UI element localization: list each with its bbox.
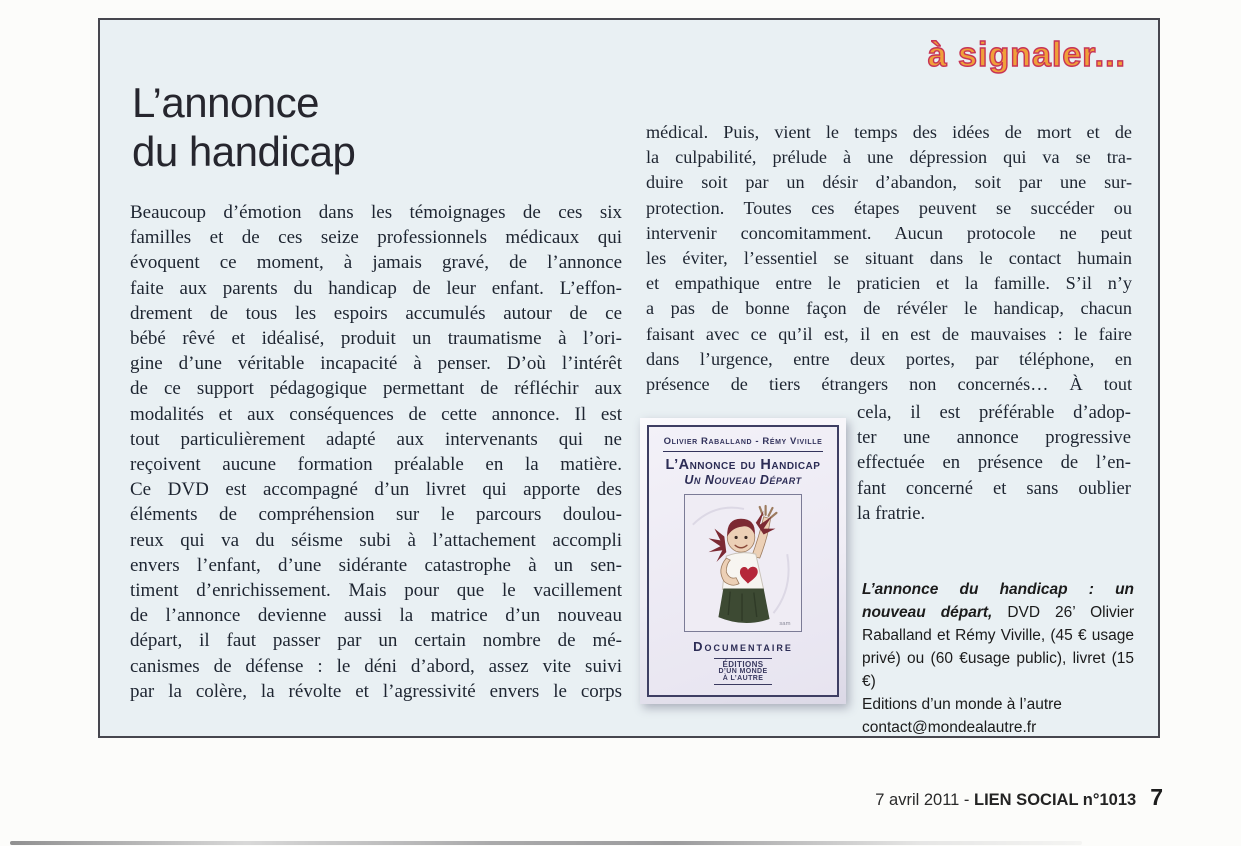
dvd-cover-title: L’Annonce du Handicap [665,457,821,473]
dvd-cover-frame [647,425,839,697]
article-panel [98,18,1160,738]
footer-date: 7 avril 2011 - [875,791,975,809]
text-line: de l’annonce devienne aussi la matrice d’un nouveau [130,605,622,627]
caption-details: DVD 26’ Olivier Raballand et Rémy Viville, (45 € usage privé) ou (60 €usage public), livret (15 €) [862,604,1134,690]
text-line: faite aux parents du handicap de leur enfant. L’effon- [130,277,622,299]
article-body-left-column [130,200,622,704]
text-line: présence de tiers étrangers non concernés… À tout [646,374,1132,395]
text-line: la fratrie. [857,502,926,524]
text-line: départ, il faut passer par un certain nombre de mé- [130,630,622,652]
dvd-cover [640,418,846,704]
publisher-line-3: À L’AUTRE [722,675,764,682]
text-line: modalités et aux conséquences de cette annonce. Il est [130,403,622,425]
text-line: cela, il est préférable d’adop- [857,402,1131,423]
title-line-1: L’annonce [132,79,320,126]
text-line: timent d’enrichissement. Mais pour que le vacillement [130,580,622,602]
text-line: tout particulièrement adapté aux intervenants qui ne [130,428,622,450]
text-line: canismes de défense : le déni d’abord, assez vite suivi [130,655,622,677]
text-line: familles et de ces seize professionnels médicaux qui [130,227,622,249]
scan-edge-artifact [10,841,1082,845]
text-line: protection. Toutes ces étapes peuvent se succéder ou [646,197,1132,218]
text-line: évoquent ce moment, à jamais gravé, de l’annonce [130,252,622,274]
text-line: envers l’enfant, d’une sidérante catastrophe à un sen- [130,554,622,576]
caption-email: contact@mondealautre.fr [862,719,1037,736]
text-line: médical. Puis, vient le temps des idées de mort et de [646,122,1132,142]
text-line: les éviter, l’essentiel se situant dans le contact humain [646,248,1132,269]
caption-title: L’annonce du handicap : un nouveau départ, [862,581,1134,621]
publisher-line-2: D’UN MONDE [718,668,768,675]
text-line: de ce support pédagogique permettant de réfléchir aux [130,378,622,400]
text-line: Beaucoup d’émotion dans les témoignages de ces six [130,202,622,223]
publisher-logo [714,658,771,685]
text-line: dans l’urgence, entre deux portes, par téléphone, en [646,348,1132,369]
text-line: faisant avec ce qu’il est, il en est de mauvaises : le faire [646,323,1132,344]
title-line-2: du handicap [132,128,356,175]
text-line: et empathique entre le praticien et la famille. S’il n’y [646,273,1132,294]
page-title [132,78,355,176]
page-footer [0,784,1163,811]
divider [663,451,823,452]
dvd-cover-authors: Olivier Raballand - Rémy Viville [663,436,823,447]
text-line: par la colère, la révolte et l’agressivité envers le corps [130,680,622,702]
dvd-cover-genre: Documentaire [693,639,793,654]
text-line: duire soit par un désir d’abandon, soit par une sur- [646,172,1132,193]
publisher-line-1: ÉDITIONS [722,660,764,669]
child-illustration [684,494,802,632]
product-caption [862,578,1134,739]
footer-magazine: LIEN SOCIAL n°1013 [974,791,1137,809]
text-line: gine d’une véritable incapacité à penser. D’où l’intérêt [130,353,622,375]
caption-publisher: Editions d’un monde à l’autre [862,696,1062,713]
section-header: à signaler... [927,36,1126,74]
svg-text:sam: sam [779,620,791,627]
text-line: ter une annonce progressive [857,427,1131,449]
text-line: Ce DVD est accompagné d’un livret qui apporte des [130,479,622,501]
text-line: reçoivent aucune formation préalable en la matière. [130,454,622,476]
footer-page-number: 7 [1150,784,1163,810]
text-line: la culpabilité, prélude à une dépression qui va se tra- [646,147,1132,168]
text-line: intervenir concomitamment. Aucun protocole ne peut [646,222,1132,243]
text-line: bébé rêvé et idéalisé, produit un traumatisme à l’ori- [130,328,622,350]
article-body-right-column [646,120,1132,397]
dvd-cover-subtitle: Un Nouveau Départ [684,473,802,487]
text-line: a pas de bonne façon de révéler le handicap, chacun [646,298,1132,319]
text-line: effectuée en présence de l’en- [857,452,1131,474]
text-line: drement de tous les espoirs accumulés autour de ce [130,302,622,324]
article-body-wrap-column [857,400,1131,526]
text-line: fant concerné et sans oublier [857,477,1131,499]
text-line: reux qui va du séisme subi à l’attachement accompli [130,529,622,551]
text-line: éléments de compréhension sur le parcours doulou- [130,504,622,526]
